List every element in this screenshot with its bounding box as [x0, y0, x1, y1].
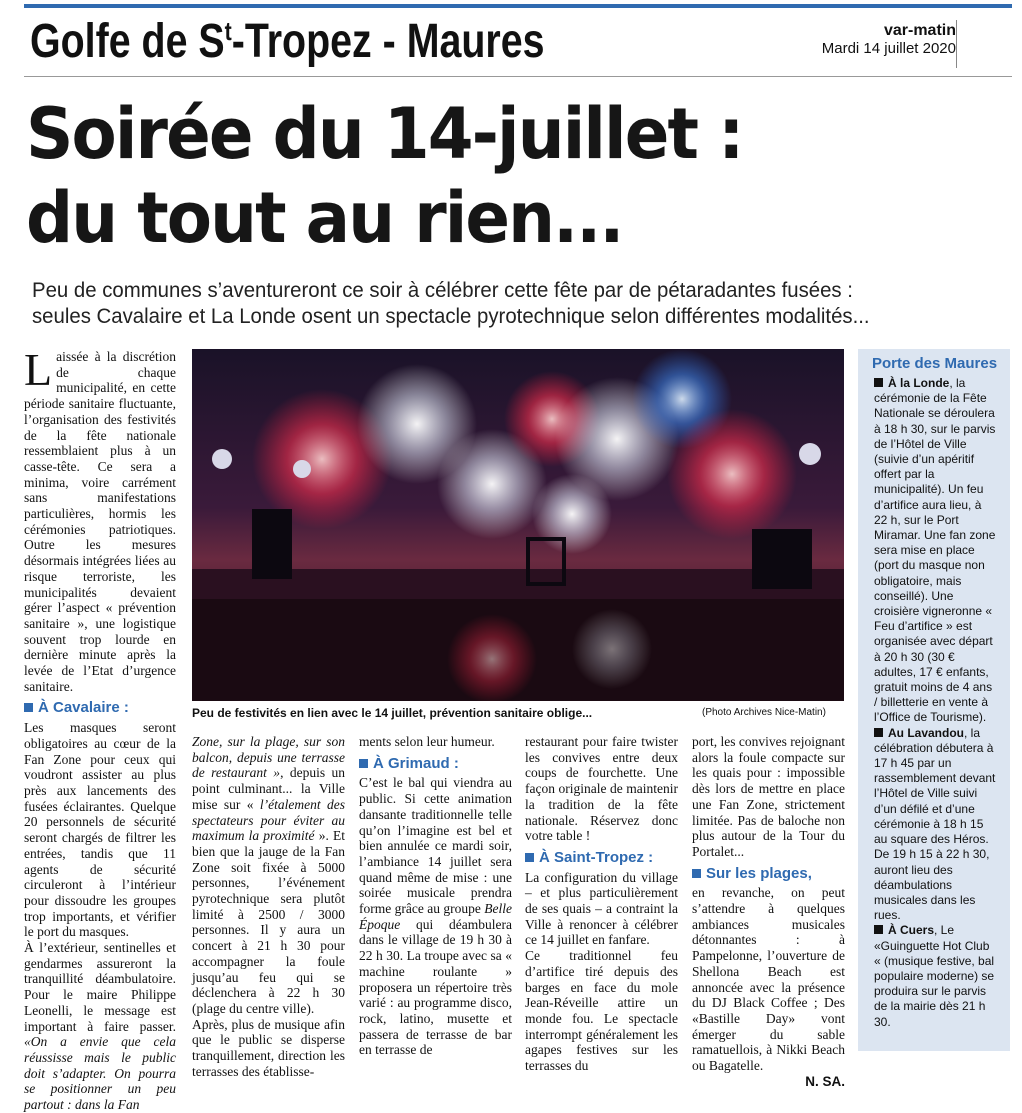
- fireworks-photo: [192, 349, 844, 701]
- drop-cap: L: [24, 344, 53, 395]
- square-bullet-icon: [874, 378, 883, 387]
- article-column-3: ments selon leur humeur. À Grimaud : C’est le bal qui viendra au public. Si cette animation dansante traditionnelle telle qu’on l’imagine est bel et bien annulée ce mardi soir, l’ambiance 14 juillet sera quand même de mise : une soirée musicale prendra forme grâce au groupe Belle Époque qui déambulera dans le village de 19 h 30 à 22 h 30. La troupe avec sa « machine roulante » proposera un répertoire très varié : au programme disco, rock, latino, musette et passera de terrasse de bar en terrasse de: [359, 734, 512, 1058]
- headline: Soirée du 14-juillet : du tout au rien...: [26, 93, 743, 259]
- article-column-4: restaurant pour faire twister les convives entre deux coups de fourchette. Une façon originale de maintenir la tradition de la fête nationale. Réservez donc votre table ! À Saint-Tropez : La configuration du village – et plus particulièrement de ses quais – a contraint la Ville à renoncer à célébrer ce 14 juillet en fanfare. Ce traditionnel feu d’artifice tiré depuis des barges en face du mole Jean-Réveille attire un monde fou. Le spectacle interrompt généralement les agapes festives sur les terrasses du: [525, 734, 678, 1074]
- article-column-5: port, les convives rejoignant alors la foule compacte sur les quais pour : impossible dès lors de mettre en place une Fan Zone, strictement limitée. Pas de baloche non plus autour de la Tour du Portalet... Sur les plages, en revanche, on peut s’attendre à quelques ambiances musicales détonnantes : à Pampelonne, l’ouverture de Shellona Beach est annoncée avec la présence du DJ Black Coffee ; Des «Bastille Day» vont émerger du sable ramatuellois, à Nikki Beach ou Bagatelle. N. SA.: [692, 734, 845, 1089]
- square-bullet-icon: [24, 703, 33, 712]
- section-title: Golfe de $S^t$-Tropez - Maures: [30, 15, 545, 68]
- top-accent-bar: [24, 4, 1012, 8]
- header-rule: [24, 76, 1012, 77]
- subhead-plages: Sur les plages,: [692, 866, 845, 882]
- sidebar-item-londe: À la Londe, la cérémonie de la Fête Nationale se déroulera à 18 h 30, sur le parvis de l’Hôtel de Ville (suivie d’un apéritif offert par la municipalité). Un feu d’artifice aura lieu, à 22 h, sur le Port Miramar. Une fan zone sera mise en place (port du masque non obligatoire, mais conseillé). Une croisière vigneronne « Feu d’artifice » est organisée avec départ à 20 h 30 (30 € adultes, 17 € enfants, gratuit moins de 4 ans / billetterie en vente à l’Office de Tourisme).: [874, 376, 996, 725]
- square-bullet-icon: [692, 869, 701, 878]
- square-bullet-icon: [874, 728, 883, 737]
- author-signature: N. SA.: [805, 1073, 845, 1089]
- photo-credit: (Photo Archives Nice-Matin): [702, 707, 826, 718]
- sidebar-item-cuers: À Cuers, Le «Guinguette Hot Club « (musique festive, bal populaire moderne) se produira sur le parvis de la mairie dès 21 h 30.: [874, 923, 995, 1029]
- square-bullet-icon: [525, 853, 534, 862]
- subhead-grimaud: À Grimaud :: [359, 756, 512, 772]
- header-divider: [956, 20, 957, 68]
- subhead-saint-tropez: À Saint-Tropez :: [525, 850, 678, 866]
- sidebar-item-lavandou: Au Lavandou, la célébration débutera à 17 h 45 par un rassemblement devant l’Hôtel de Ville suivi d’un défilé et d’une cérémonie à 18 h 15 au square des Héros. De 19 h 15 à 22 h 30, auront lieu des déambulations musicales dans les rues.: [874, 725, 996, 923]
- fireworks-illustration: [192, 349, 844, 701]
- article-column-1: Laissée à la discrétion de chaque municipalité, en cette période sanitaire fluctuante, l’organisation des festivités de la fête nationale ressemblaient plus à un casse-tête. Ce sera a minima, voire carrément sans manifestations particulières, hormis les cérémonies patriotiques. Outre les mesures désormais intégrées liées au risque terroriste, les municipalités devaient gérer l’aspect « prévention sanitaire », une logistique souvent trop lourde en dernière minute après la levée de l’Etat d’urgence sanitaire. À Cavalaire : Les masques seront obligatoires au cœur de la Fan Zone pour ceux qui voudront assister au plus près aux lancements des fusées éclairantes. Quelque 20 personnels de sécurité seront chargés de filtrer les entrées, tandis que 11 agents de sécurité circuleront à l’intérieur pour dissoudre les groupes trop importants, et vérifier le port du masques. À l’extérieur, sentinelles et gendarmes assureront la tranquillité déambulatoire. Pour le maire Philippe Leonelli, le message est important à faire passer. «On a envie que cela réussisse mais le public doit s’adapter. On pourra se positionner un peu partout : dans la Fan: [24, 344, 176, 1113]
- lede: Peu de communes s’aventureront ce soir à célébrer cette fête par de pétaradantes fusées : seules Cavalaire et La Londe osent un spectacle pyrotechnique selon différentes modalités...: [32, 279, 870, 328]
- subhead-cavalaire: À Cavalaire :: [24, 700, 176, 716]
- photo-caption: Peu de festivités en lien avec le 14 juillet, prévention sanitaire oblige...: [192, 706, 593, 720]
- sidebar-title: Porte des Maures: [872, 355, 998, 372]
- square-bullet-icon: [874, 925, 883, 934]
- square-bullet-icon: [359, 759, 368, 768]
- sidebar-body: [874, 376, 998, 1030]
- issue-date: Mardi 14 juillet 2020: [821, 40, 956, 57]
- newspaper-brand: var-matin: [883, 22, 956, 39]
- article-column-2: Zone, sur la plage, sur son balcon, depuis une terrasse de restaurant », depuis un point culminant... la Ville mise sur « l’étalement des spectateurs pour éviter au maximum la proximité ». Et bien que la jauge de la Fan Zone soit fixée à 5000 personnes, l’événement pyrotechnique sera plutôt limité à 2500 / 3000 personnes. Il y aura un concert à 21 h 30 pour accompagner la foule jusqu’au feu qui se déclenchera à 22 h 30 (plage du centre ville). Après, plus de musique afin que le public se disperse tranquillement, direction les terrasses des établisse-: [192, 734, 346, 1079]
